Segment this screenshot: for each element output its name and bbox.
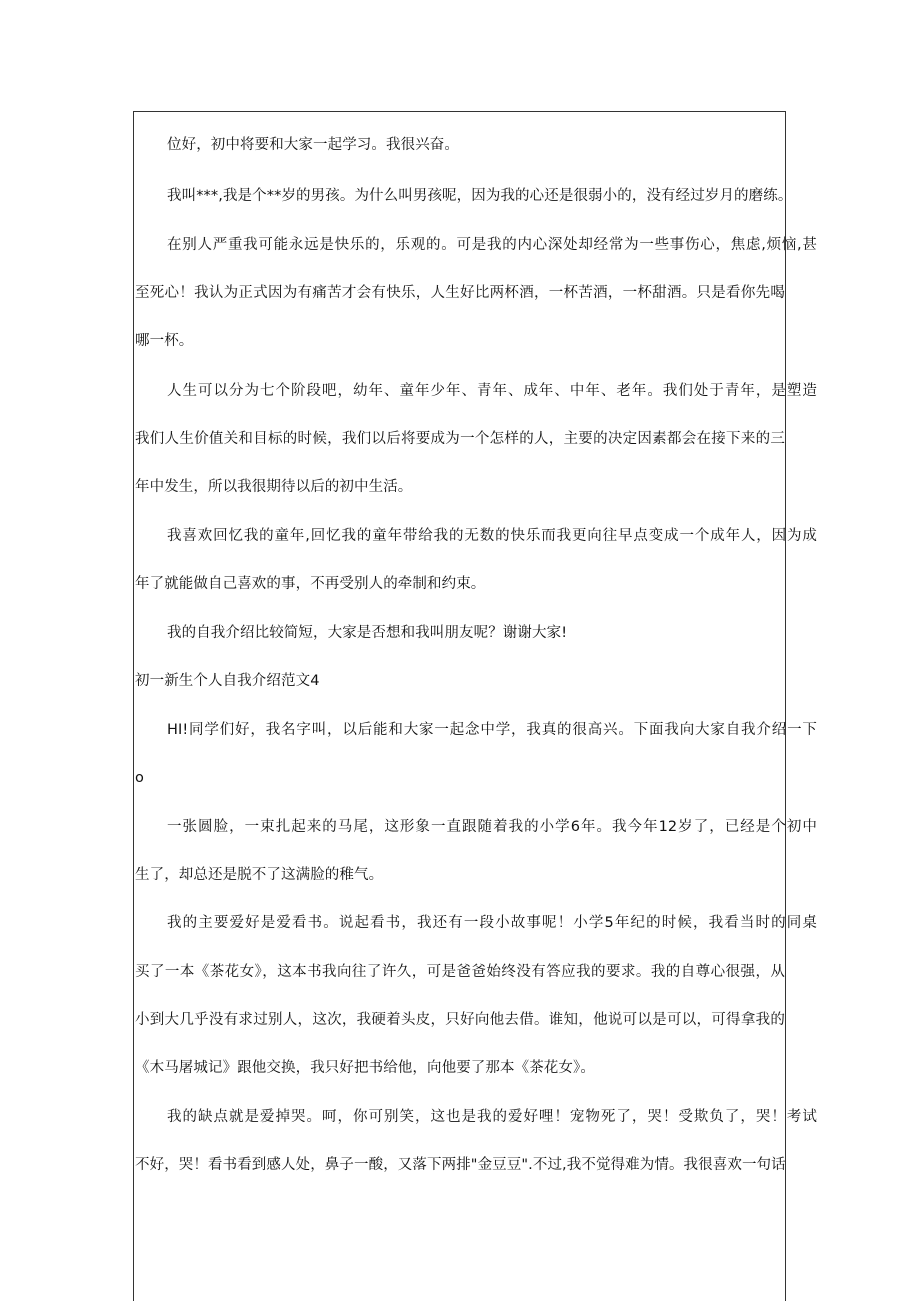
text-line: 我的主要爱好是爱看书。说起看书，我还有一段小故事呢！小学5年纪的时候，我看当时的同桌 [167, 915, 817, 931]
text-line: 年了就能做自己喜欢的事，不再受别人的牵制和约束。 [135, 576, 486, 592]
text-line: 不好，哭！看书看到感人处，鼻子一酸，又落下两排"金豆豆".不过,我不觉得难为情。我很喜欢一句话 [135, 1157, 786, 1173]
text-line: 一张圆脸，一束扎起来的马尾，这形象一直跟随着我的小学6年。我今年12岁了，已经是个初中 [167, 819, 817, 835]
text-line: o [135, 770, 144, 786]
text-line: 在别人严重我可能永远是快乐的，乐观的。可是我的内心深处却经常为一些事伤心，焦虑,烦恼,甚 [167, 237, 817, 253]
text-line: 人生可以分为七个阶段吧，幼年、童年少年、青年、成年、中年、老年。我们处于青年，是塑造 [167, 383, 817, 399]
text-line: 我们人生价值关和目标的时候，我们以后将要成为一个怎样的人，主要的决定因素都会在接下来的三 [135, 431, 785, 447]
text-line: 至死心！我认为正式因为有痛苦才会有快乐，人生好比两杯酒，一杯苦酒，一杯甜酒。只是看你先喝 [135, 285, 785, 301]
text-line: 我的自我介绍比较简短，大家是否想和我叫朋友呢？谢谢大家! [167, 625, 568, 641]
text-line: 小到大几乎没有求过别人，这次，我硬着头皮，只好向他去借。谁知，他说可以是可以，可得拿我的 [135, 1012, 785, 1028]
text-line: 《木马屠城记》跟他交换，我只好把书给他，向他要了那本《茶花女》。 [135, 1060, 595, 1076]
text-line: 我的缺点就是爱掉哭。呵，你可别笑，这也是我的爱好哩！宠物死了，哭！受欺负了，哭！考试 [167, 1109, 817, 1125]
section-heading: 初一新生个人自我介绍范文4 [135, 673, 320, 689]
text-line: 我喜欢回忆我的童年,回忆我的童年带给我的无数的快乐而我更向往早点变成一个成年人，因为成 [167, 528, 817, 544]
text-line: 买了一本《茶花女》，这本书我向往了许久，可是爸爸始终没有答应我的要求。我的自尊心很强，从 [135, 964, 785, 980]
text-line: 我叫***,我是个**岁的男孩。为什么叫男孩呢，因为我的心还是很弱小的，没有经过岁月的磨练。 [167, 188, 793, 204]
text-line: 年中发生，所以我很期待以后的初中生活。 [135, 479, 413, 495]
text-line: 生了，却总还是脱不了这满脸的稚气。 [135, 867, 384, 883]
text-line: 位好，初中将要和大家一起学习。我很兴奋。 [167, 137, 459, 153]
text-line: 哪一杯。 [135, 333, 194, 349]
text-line: HI!同学们好，我名字叫，以后能和大家一起念中学，我真的很高兴。下面我向大家自我介绍一下 [167, 722, 817, 738]
